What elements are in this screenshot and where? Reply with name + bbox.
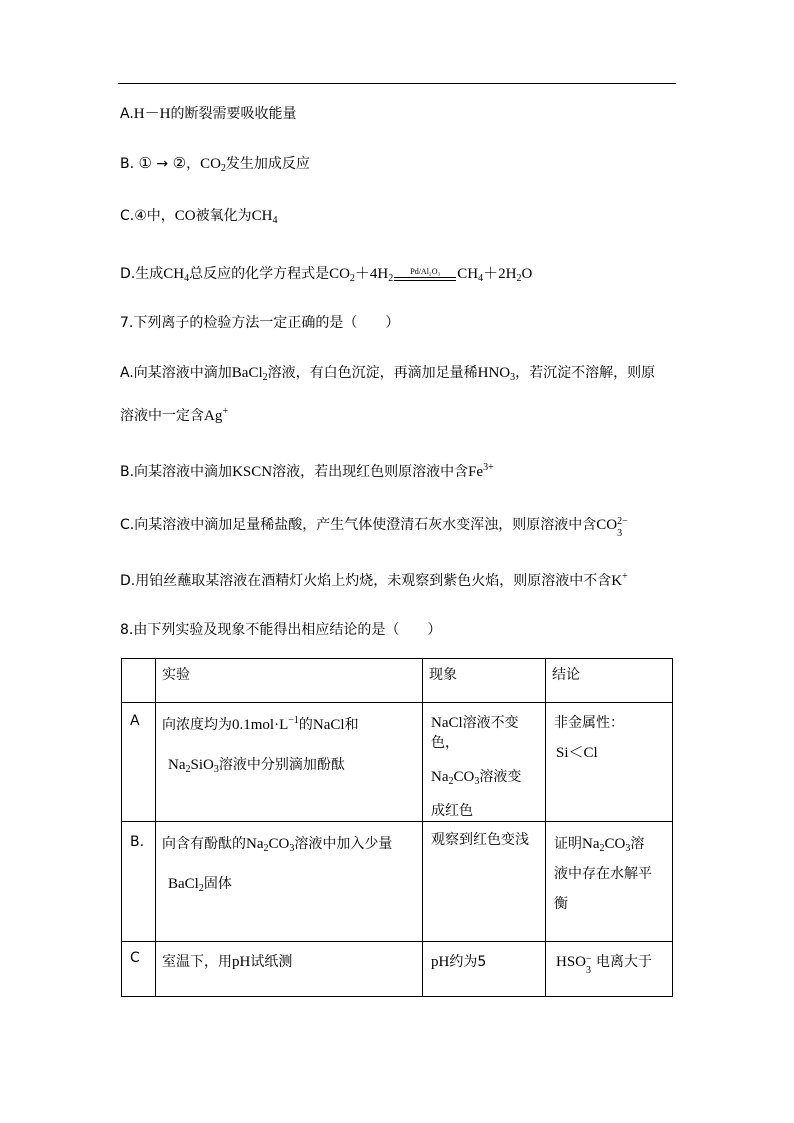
- q7-option-a-line1: A.向某溶液中滴加BaCl$_2$溶液，有白色沉淀，再滴加足量稀$HNO_3$，若沉淀不溶解，则原: [120, 365, 656, 383]
- row-a-conclusion-line1: 非金属性：: [554, 715, 624, 731]
- row-b-conclusion-line1: 证明$Na_2CO_3$溶: [554, 836, 645, 854]
- row-a-observation-line2: $Na_2CO_3$溶液变: [431, 769, 522, 787]
- option-label: B.: [120, 156, 135, 172]
- q7-option-c: C.向某溶液中滴加足量稀盐酸，产生气体使澄清石灰水变浑浊，则原溶液中含CO 2− 3: [120, 515, 628, 539]
- option-text: 被氧化为: [195, 208, 252, 224]
- header-experiment: 实验: [162, 667, 190, 683]
- formula: $CH_4$: [251, 208, 278, 226]
- formula: H－H: [133, 106, 171, 122]
- option-b: [120, 153, 310, 174]
- step-marker: ②: [172, 154, 187, 172]
- row-b-experiment-line1: 向含有酚酞的$Na_2CO_3$溶液中加入少量: [162, 836, 393, 854]
- table-row: [122, 942, 673, 997]
- row-a-conclusion-line2: Si＜Cl: [556, 745, 598, 761]
- row-b-conclusion-line3: 衡: [554, 896, 568, 912]
- row-b-conclusion-line2: 液中存在水解平: [554, 866, 652, 882]
- row-c-conclusion: HSO − 3 电离大于: [556, 953, 653, 976]
- reaction-condition: Pd/Al₂O₃: [394, 265, 456, 285]
- step-marker: ①: [138, 154, 152, 172]
- row-label: A: [130, 713, 140, 729]
- table-row: [122, 822, 673, 942]
- option-label: A.: [120, 106, 134, 122]
- q7-option-d: D.用铂丝蘸取某溶液在酒精灯火焰上灼烧，未观察到紫色火焰，则原溶液中不含K+: [120, 571, 628, 589]
- table-row: [122, 703, 673, 822]
- row-label: C: [130, 950, 140, 966]
- row-a-observation-line1: NaCl溶液不变色，: [431, 715, 519, 751]
- formula: $CH_4$: [163, 266, 190, 284]
- option-c: [120, 206, 277, 226]
- experiment-table: [121, 658, 673, 997]
- option-a: [120, 104, 296, 124]
- option-label: D.生成: [120, 266, 164, 282]
- q7-option-b: B.向某溶液中滴加KSCN溶液，若出现红色则原溶液中含$Fe^{3+}$: [120, 462, 494, 480]
- row-c-observation: pH约为5: [431, 954, 487, 970]
- option-text: 发生加成反应: [225, 156, 310, 172]
- formula: $CO_2$: [200, 156, 226, 174]
- row-a-experiment-line1: 向浓度均为$0.1mol\cdot L^{-1}$的NaCl和: [162, 715, 359, 733]
- table-header-row: [122, 659, 673, 703]
- row-a-observation-line3: 成红色: [431, 803, 473, 819]
- option-text: 总反应的化学方程式是: [189, 266, 330, 282]
- row-b-observation: 观察到红色变浅: [431, 832, 529, 848]
- row-c-experiment: 室温下，用pH试纸测: [162, 954, 293, 970]
- option-label: C.④中，: [120, 208, 175, 224]
- header-conclusion: 结论: [552, 667, 580, 683]
- header-rule: [118, 83, 676, 84]
- row-a-experiment-line2: $Na_2SiO_3$溶液中分别滴加酚酞: [168, 757, 345, 775]
- option-d: [120, 264, 532, 285]
- formula: CO: [174, 208, 196, 224]
- row-label: B.: [130, 834, 145, 850]
- q7-option-a-line2: 溶液中一定含Ag+: [120, 406, 228, 424]
- arrow-icon: →: [156, 156, 169, 172]
- header-phenomenon: 现象: [429, 667, 457, 683]
- question-7-stem: 7.下列离子的检验方法一定正确的是（ ）: [120, 315, 400, 331]
- row-b-experiment-line2: BaCl$_2$固体: [168, 876, 232, 894]
- option-text: 的断裂需要吸收能量: [170, 106, 297, 122]
- separator: ，: [186, 156, 201, 172]
- equation: $CO_2+4H_2$ Pd/Al₂O₃ $CH_4+2H_2O$: [329, 266, 533, 284]
- question-8-stem: 8.由下列实验及现象不能得出相应结论的是（ ）: [120, 622, 442, 638]
